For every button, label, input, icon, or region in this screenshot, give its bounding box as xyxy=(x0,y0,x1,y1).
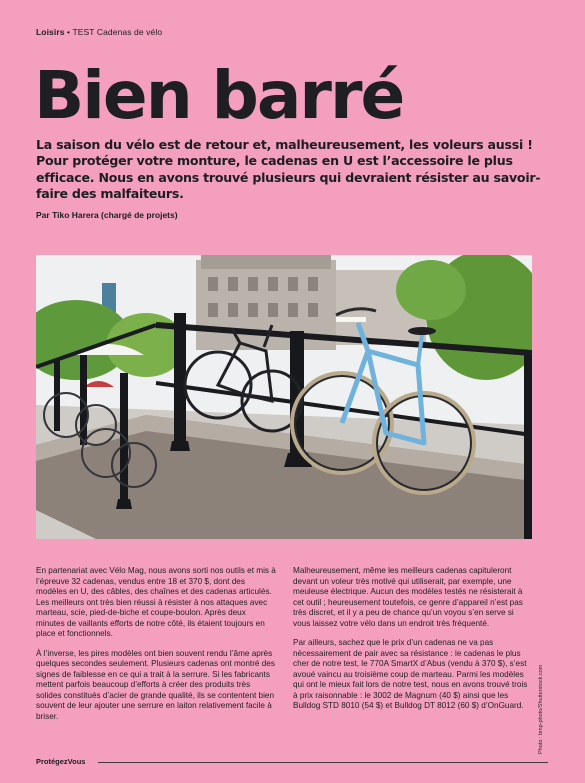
section-header xyxy=(36,27,162,37)
article-lede: La saison du vélo est de retour et, malheureusement, les voleurs aussi ! Pour protéger votre monture, le cadenas en U est l’accessoire le plus efficace. Nous en avons trouvé plusieurs qui devraient résister au savoir-faire des malfaiteurs. xyxy=(36,137,541,202)
footer-brand: ProtégezVous xyxy=(36,757,86,766)
section-label: Loisirs xyxy=(36,27,65,37)
body-column-left xyxy=(36,566,276,731)
body-paragraph: Malheureusement, même les meilleurs cadenas capituleront devant un voleur très motivé qui utiliserait, par exemple, une meuleuse électrique. Aucun des modèles testés ne résisterait à cet outil ; heureusement toutefois, ce genre d’appareil n’est pas très discret, et il y a peu de chance qu’un voyou s’en serve si vous laissez votre vélo dans un endroit très fréquenté. xyxy=(293,566,523,628)
footer-rule xyxy=(98,762,548,763)
body-paragraph: En partenariat avec Vélo Mag, nous avons sorti nos outils et mis à l’épreuve 32 cadenas, vendus entre 18 et 370 $, dont des modèles en U, des câbles, des chaînes et des cadenas articulés. Les meilleurs ont très bien réussi à résister à nos attaques avec marteau, scie, pied-de-biche et coupe-boulon. Après deux minutes de vaillants efforts de notre côté, ils étaient toujours en place et fonctionnels. xyxy=(36,566,276,638)
article-byline: Par Tiko Harera (chargé de projets) xyxy=(36,210,178,220)
body-paragraph: À l’inverse, les pires modèles ont bien souvent rendu l’âme après quelques secondes seulement. Plusieurs cadenas ont montré des signes de faiblesse en ce qui a trait à la serrure. Si les fabricants mettent parfois beaucoup d’efforts à créer des produits très solides constitués d’acier de grande qualité, ils se contentent bien souvent de leur ajouter une serrure en laiton relativement facile à briser. xyxy=(36,648,275,721)
separator-bullet: • xyxy=(67,27,71,37)
photo-credit: Photo : bmp-photo/Shutterstock.com xyxy=(538,664,544,754)
article-photo xyxy=(36,255,532,539)
category-label: TEST Cadenas de vélo xyxy=(72,27,163,37)
article-title: Bien barré xyxy=(34,57,404,134)
body-paragraph: Par ailleurs, sachez que le prix d’un cadenas ne va pas nécessairement de pair avec sa résistance : le cadenas le plus cher de notre test, le 770A SmartX d’Abus (vendu à 370 $), s’est avoué vaincu au troisième coup de marteau. Parmi les modèles qui ont le mieux fait lors de notre test, nous en avons trouvé trois à prix raisonnable : le 3002 de Magnum (40 $) ainsi que les Bulldog STD 8010 (54 $) et Bulldog DT 8012 (60 $) d’OnGuard. xyxy=(293,638,528,710)
bikes-locked-to-railing-photo xyxy=(36,255,532,539)
body-column-right xyxy=(293,566,533,721)
